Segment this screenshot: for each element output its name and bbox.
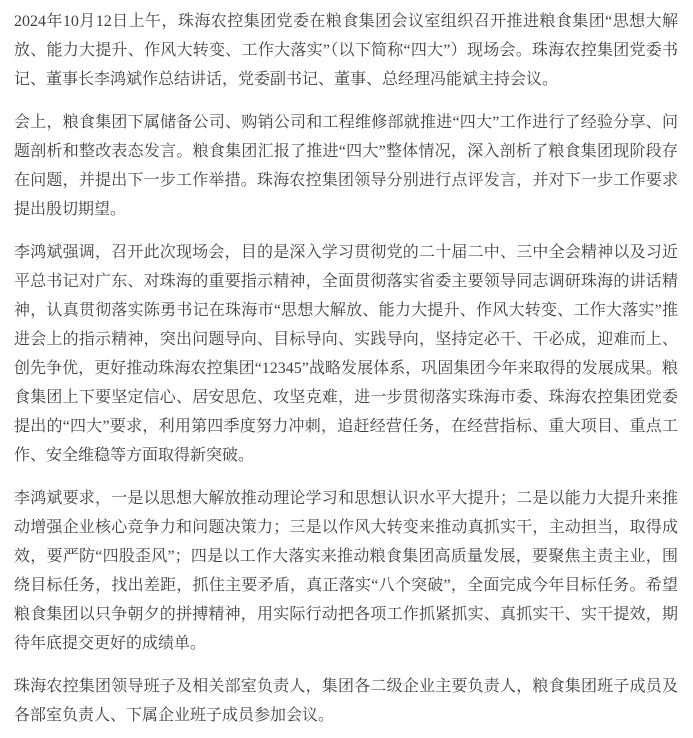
paragraph-requirements: 李鸿斌要求，一是以思想大解放推动理论学习和思想认识水平大提升；二是以能力大提升来推动增强企业核心竞争力和问题决策力；三是以作风大转变来推动真抓实干，主动担当，取得成效，要严防“四股歪风”；四是以工作大落实来推动粮食集团高质量发展，要聚焦主责主业，围绕目标任务，找出差距，抓住主要矛盾，真正落实“八个突破”，全面完成今年目标任务。希望粮食集团以只争朝夕的拼搏精神，用实际行动把各项工作抓紧抓实、真抓实干、实干提效，期待年底提交更好的成绩单。 [14, 490, 678, 652]
paragraph-meeting-report: 会上，粮食集团下属储备公司、购销公司和工程维修部就推进“四大”工作进行了经验分享、问题剖析和整改表态发言。粮食集团汇报了推进“四大”整体情况，深入剖析了粮食集团现阶段存在问题，并提出下一步工作举措。珠海农控集团领导分别进行点评发言，并对下一步工作要求提出殷切期望。 [14, 114, 678, 218]
paragraph-attendees: 珠海农控集团领导班子及相关部室负责人，集团各二级企业主要负责人，粮食集团班子成员及各部室负责人、下属企业班子成员参加会议。 [14, 678, 678, 724]
paragraph-emphasis: 李鸿斌强调，召开此次现场会，目的是深入学习贯彻党的二十届二中、三中全会精神以及习近平总书记对广东、对珠海的重要指示精神，全面贯彻落实省委主要领导同志调研珠海的讲话精神，认真贯彻落实陈勇书记在珠海市“思想大解放、能力大提升、作风大转变、工作大落实”推进会上的指示精神，突出问题导向、目标导向、实践导向，坚持定必干、干必成，迎难而上、创先争优，更好推动珠海农控集团“12345”战略发展体系，巩固集团今年来取得的发展成果。粮食集团上下要坚定信心、居安思危、攻坚克难，进一步贯彻落实珠海市委、珠海农控集团党委提出的“四大”要求，利用第四季度努力冲刺，追赶经营任务，在经营指标、重大项目、重点工作、安全维稳等方面取得新突破。 [14, 244, 678, 464]
paragraph-intro: 2024年10月12日上午，珠海农控集团党委在粮食集团会议室组织召开推进粮食集团“思想大解放、能力大提升、作风大转变、工作大落实”（以下简称“四大”）现场会。珠海农控集团党委书记、董事长李鸿斌作总结讲话，党委副书记、董事、总经理冯能斌主持会议。 [14, 13, 678, 88]
